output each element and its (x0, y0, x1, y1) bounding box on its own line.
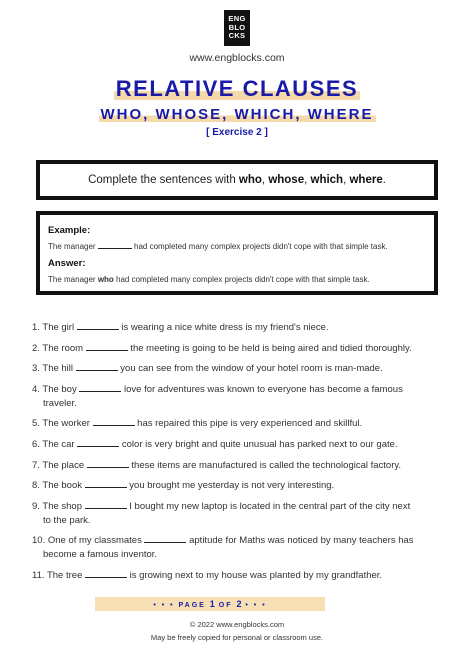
copyright: © 2022 www.engblocks.com (189, 620, 285, 629)
item-before: 7. The place (32, 459, 87, 471)
page-title-wrap (0, 76, 474, 102)
item-after: aptitude for Maths was noticed by many teachers has (186, 535, 414, 547)
answer-blank[interactable] (86, 350, 128, 351)
answer-blank[interactable] (85, 508, 127, 509)
list-item (32, 321, 452, 335)
instruction-prefix: Complete the sentences with (88, 174, 239, 186)
item-continuation: traveler. (43, 397, 77, 409)
example-sentence (48, 242, 426, 251)
item-before: 1. The girl (32, 322, 77, 333)
answer-sentence (48, 275, 426, 284)
item-before: 2. The room (32, 342, 86, 354)
item-after: you can see from the window of your hotel room is man-made. (117, 363, 383, 375)
answer-blank[interactable] (79, 391, 121, 392)
site-url[interactable]: www.engblocks.com (189, 52, 285, 64)
answer-blank[interactable] (93, 425, 135, 426)
list-item (32, 459, 452, 473)
logo-line-3: CKS (228, 31, 246, 40)
page-number: 1 (209, 599, 215, 609)
page-total: 2 (236, 599, 242, 609)
exercise-list (32, 321, 452, 590)
item-after: I bought my new laptop is located in the central part of the city next (126, 500, 411, 512)
item-before: 8. The book (32, 480, 85, 492)
item-after: you brought me yesterday is not very interesting. (126, 480, 335, 492)
page-indicator: • • • PAGE 1 OF 2 • • • (95, 597, 325, 611)
item-before: 4. The boy (32, 383, 80, 395)
item-before: 11. The tree (32, 569, 85, 581)
list-item (32, 500, 452, 528)
page-title: RELATIVE CLAUSES (115, 76, 359, 101)
item-before: 6. The car (32, 438, 78, 450)
answer-blank[interactable] (144, 542, 186, 543)
example-label: Example: (48, 225, 91, 236)
example-box (36, 211, 438, 295)
answer-blank[interactable] (77, 329, 119, 330)
list-item (32, 417, 452, 431)
instruction-sep-3: , (343, 174, 350, 186)
answer-before: The manager (48, 275, 98, 284)
answer-after: had completed many complex projects didn't cope with that simple task. (113, 275, 370, 284)
list-item (32, 383, 452, 411)
of-word: OF (218, 602, 233, 609)
page-subtitle-wrap (0, 106, 474, 124)
instruction-where: where (349, 174, 383, 186)
list-item (32, 362, 452, 376)
answer-blank[interactable] (85, 577, 127, 578)
list-item (32, 569, 452, 583)
engblocks-logo (224, 10, 250, 46)
instruction-sep-2: , (304, 174, 311, 186)
answer-blank[interactable] (87, 467, 129, 468)
logo-line-1: ENG (228, 14, 246, 23)
item-after: has repaired this pipe is very experienced and skillful. (134, 418, 363, 430)
item-after: these items are manufactured is called the technological factory. (128, 459, 402, 471)
item-before: 9. The shop (32, 500, 85, 512)
item-after: is wearing a nice white dress is my friend's niece. (118, 322, 329, 333)
item-after: color is very bright and quite unusual has parked next to our gate. (119, 438, 398, 450)
list-item (32, 342, 452, 356)
logo-line-2: BLO (228, 22, 246, 32)
instruction-sep-1: , (261, 174, 269, 186)
instruction-who: who (238, 174, 262, 186)
list-item (32, 534, 452, 562)
answer-blank[interactable] (85, 487, 127, 488)
item-after: love for adventures was known to everyone has become a famous (121, 383, 403, 395)
example-blank (98, 248, 132, 249)
example-after: had completed many complex projects didn't cope with that simple task. (131, 242, 388, 251)
page-word: PAGE (178, 602, 206, 609)
usage-note: May be freely copied for personal or classroom use. (150, 633, 324, 642)
instruction-whose: whose (268, 174, 305, 186)
answer-blank[interactable] (77, 446, 119, 447)
page-subtitle: WHO, WHOSE, WHICH, WHERE (100, 106, 374, 123)
list-item (32, 479, 452, 493)
exercise-number: [ Exercise 2 ] (206, 127, 268, 138)
instruction-suffix: . (382, 174, 386, 186)
item-continuation: become a famous inventor. (43, 549, 158, 561)
answer-word: who (97, 275, 114, 284)
item-after: the meeting is going to be held is being aired and tidied thoroughly. (127, 342, 412, 354)
list-item (32, 438, 452, 452)
item-before: 5. The worker (32, 418, 93, 430)
answer-label: Answer: (48, 258, 86, 269)
item-before: 3. The hill (32, 363, 76, 375)
item-continuation: to the park. (43, 514, 91, 526)
item-after: is growing next to my house was planted by my grandfather. (127, 569, 383, 581)
answer-blank[interactable] (76, 370, 118, 371)
instruction-which: which (310, 174, 344, 186)
instruction-box (36, 160, 438, 200)
example-before: The manager (48, 242, 98, 251)
item-before: 10. One of my classmates (32, 535, 145, 547)
